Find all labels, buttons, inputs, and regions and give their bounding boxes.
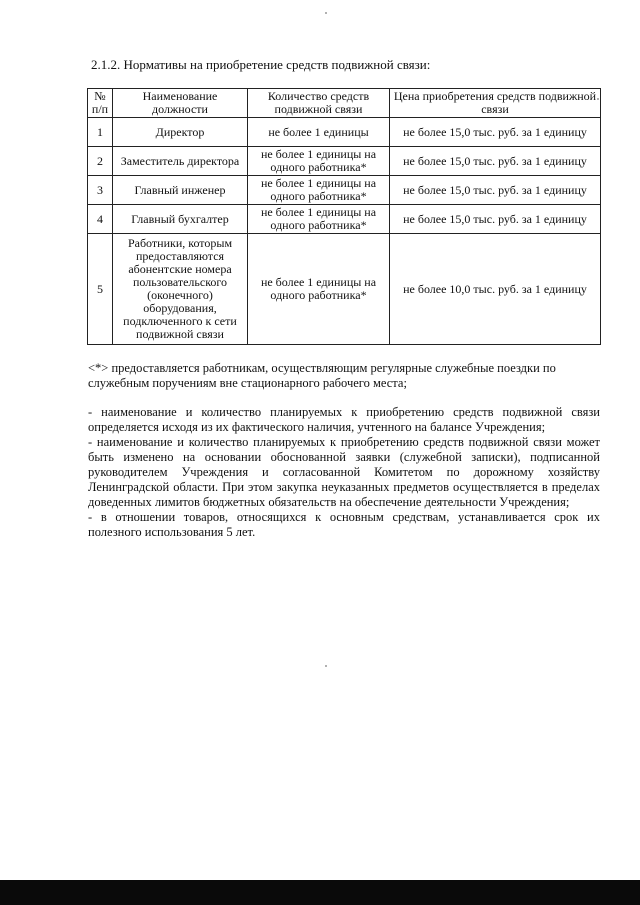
rule-paragraph: - наименование и количество планируемых к приобретению средств подвижной связи определяется исходя из их фактического наличия, учтенного на балансе Учреждения; [88, 405, 600, 434]
row-quantity: не более 1 единицы на одного работника* [248, 176, 390, 205]
rule-paragraph: - в отношении товаров, относящихся к основным средствам, устанавливается срок их полезного использования 5 лет. [88, 510, 600, 539]
row-quantity: не более 1 единицы на одного работника* [248, 234, 390, 345]
table-row [88, 234, 601, 345]
row-number: 3 [88, 176, 113, 205]
table-row [88, 118, 601, 147]
row-position: Работники, которым предоставляются абонентские номера пользовательского (оконечного) оборудования, подключенного к сети подвижной связи [113, 234, 248, 345]
row-price: не более 15,0 тыс. руб. за 1 единицу [390, 176, 601, 205]
mobile-communication-norms-table [87, 88, 601, 345]
row-position: Директор [113, 118, 248, 147]
section-heading: 2.1.2. Нормативы на приобретение средств подвижной связи: [91, 57, 431, 72]
scan-speck [325, 12, 327, 14]
row-number: 2 [88, 147, 113, 176]
row-price: не более 10,0 тыс. руб. за 1 единицу [390, 234, 601, 345]
row-price: не более 15,0 тыс. руб. за 1 единицу [390, 118, 601, 147]
row-quantity: не более 1 единицы на одного работника* [248, 147, 390, 176]
scan-bottom-edge [0, 880, 640, 905]
row-quantity: не более 1 единицы [248, 118, 390, 147]
header-price: Цена приобретения средств подвижной связи [390, 89, 601, 118]
scan-speck [597, 98, 599, 100]
row-quantity: не более 1 единицы на одного работника* [248, 205, 390, 234]
row-position: Главный инженер [113, 176, 248, 205]
table-header-row [88, 89, 601, 118]
row-price: не более 15,0 тыс. руб. за 1 единицу [390, 205, 601, 234]
rule-paragraph: - наименование и количество планируемых к приобретению средств подвижной связи может быть изменено на основании обоснованной заявки (служебной записки), подписанной руководителем Учреждения и согласованной Комитетом по дорожному хозяйству Ленинградской области. При этом закупка неуказанных предметов осуществляется в пределах доведенных лимитов бюджетных обязательств на обеспечение деятельности Учреждения; [88, 435, 600, 509]
row-position: Главный бухгалтер [113, 205, 248, 234]
header-quantity: Количество средств подвижной связи [248, 89, 390, 118]
row-number: 4 [88, 205, 113, 234]
row-position: Заместитель директора [113, 147, 248, 176]
header-number: № п/п [88, 89, 113, 118]
table-row [88, 205, 601, 234]
footnote: <*> предоставляется работникам, осуществляющим регулярные служебные поездки по служебным поручениям вне стационарного рабочего места; [88, 361, 556, 390]
row-price: не более 15,0 тыс. руб. за 1 единицу [390, 147, 601, 176]
table-row [88, 176, 601, 205]
header-position: Наименование должности [113, 89, 248, 118]
row-number: 5 [88, 234, 113, 345]
row-number: 1 [88, 118, 113, 147]
rules-block [88, 405, 600, 540]
scan-speck [325, 665, 327, 667]
table-row [88, 147, 601, 176]
